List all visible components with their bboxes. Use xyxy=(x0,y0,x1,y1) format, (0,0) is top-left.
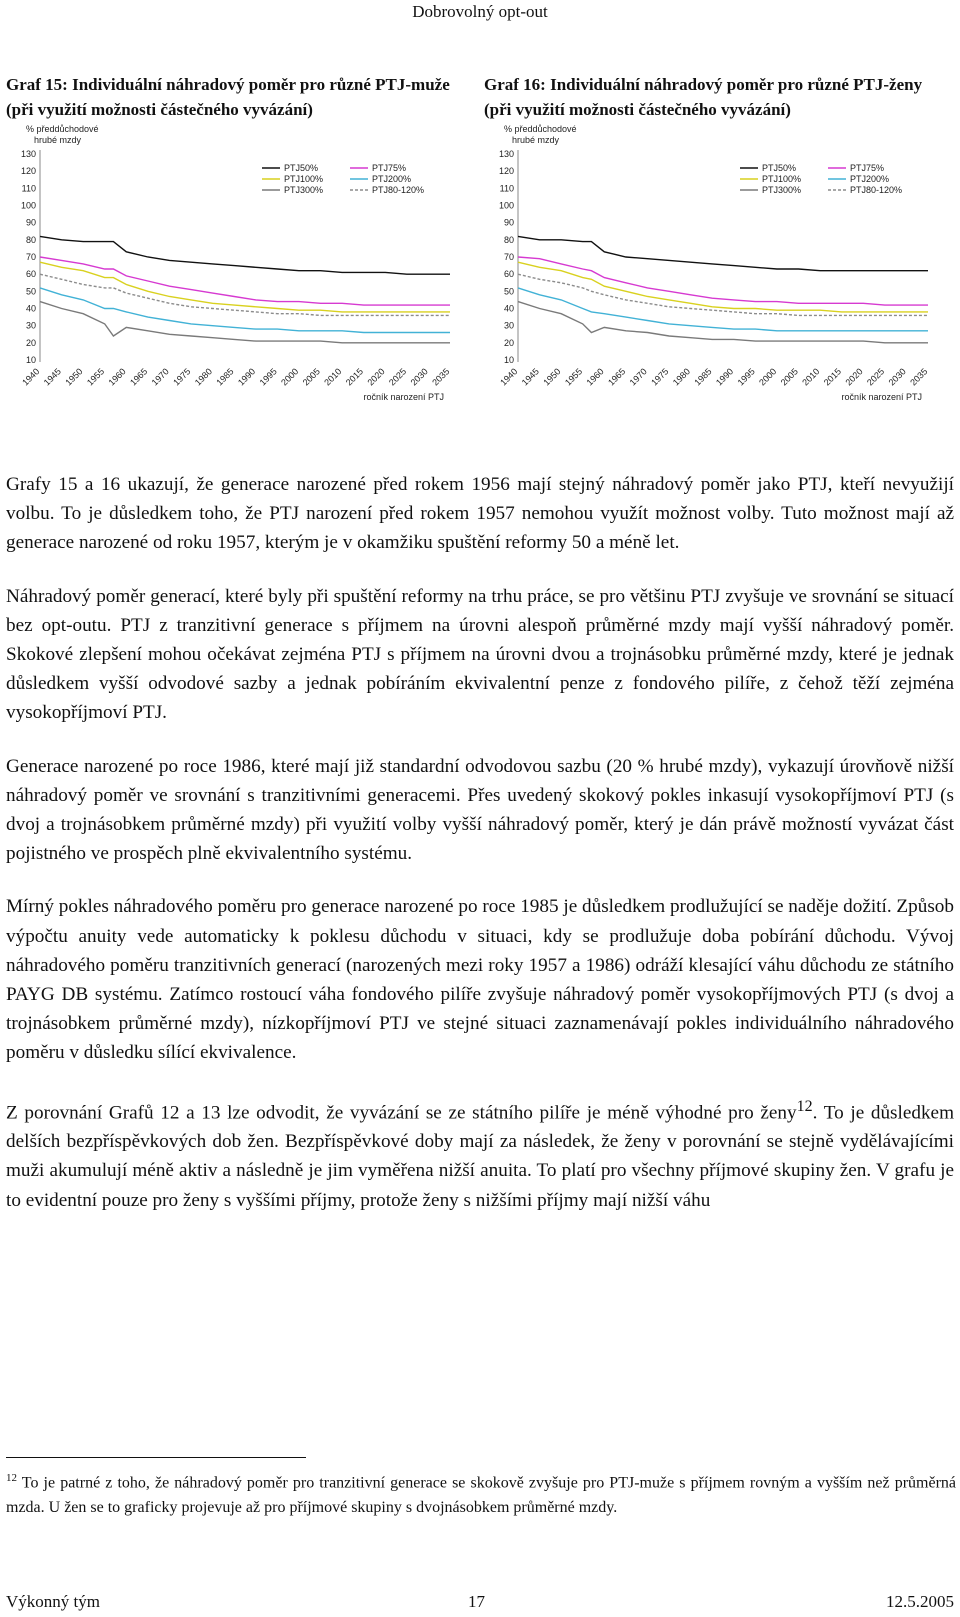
x-tick-label: 1975 xyxy=(171,366,193,388)
x-tick-label: 1945 xyxy=(41,366,63,388)
x-tick-label: 2025 xyxy=(387,366,409,388)
x-tick-label: 2030 xyxy=(886,366,908,388)
figure-16-title: Graf 16: Individuální náhradový poměr pro různé PTJ-ženy (při využití možnosti částečného vyvázání) xyxy=(484,75,923,119)
x-tick-label: 1965 xyxy=(606,366,628,388)
chart-15 xyxy=(0,122,460,412)
x-tick-label: 1945 xyxy=(519,366,541,388)
y-tick-label: 110 xyxy=(499,183,514,194)
paragraph-2: Náhradový poměr generací, které byly při spuštění reformy na trhu práce, se pro většinu PTJ zvyšuje ve srovnání se situací bez opt-outu. PTJ z tranzitivní generace s příjmem na úrovni alespoň průměrné mzdy mají vyšší náhradový poměr. Skokové zlepšení mohou očekávat zejména PTJ s příjmem na úrovni dvou a trojnásobku průměrné mzdy, které je jednak důsledkem vyšší odvodové sazby a jednak pobíráním ekvivalentní penze z fondového pilíře, z čehož těží zejména vysokopříjmoví PTJ. xyxy=(6,585,954,724)
legend-label: PTJ200% xyxy=(372,174,412,184)
x-tick-label: 2020 xyxy=(843,366,865,388)
x-tick-label: 1970 xyxy=(627,366,649,388)
paragraph-3: Generace narozené po roce 1986, které mají již standardní odvodovou sazbu (20 % hrubé mzdy), vykazují úrovňově nižší náhradový poměr ve srovnání s tranzitivními generacemi. Přes uvedený skokový pokles inkasují vysokopříjmoví PTJ (s dvoj a trojnásobkem průměrné mzdy) při využití volby vyšší náhradový poměr, který je dán právě možností vyvázat část pojistného ve prospěch plně ekvivalentního systému. xyxy=(6,755,954,865)
figure-15-title: Graf 15: Individuální náhradový poměr pro různé PTJ-muže (při využití možnosti částečného vyvázání) xyxy=(6,75,450,119)
footnote xyxy=(6,1466,956,1520)
x-tick-label: 1995 xyxy=(257,366,279,388)
y-tick-label: 10 xyxy=(25,355,36,365)
footnote-divider xyxy=(6,1457,306,1458)
y-tick-label: 70 xyxy=(503,252,514,262)
x-axis-label: ročník narození PTJ xyxy=(841,392,922,402)
x-tick-label: 1985 xyxy=(692,366,714,388)
legend-label: PTJ100% xyxy=(284,174,324,184)
y-tick-label: 110 xyxy=(21,183,36,194)
y-tick-label: 50 xyxy=(25,286,36,297)
y-tick-label: 100 xyxy=(498,200,514,211)
page-number: 17 xyxy=(468,1592,485,1611)
page-header: Dobrovolný opt-out xyxy=(412,2,548,21)
x-tick-label: 1970 xyxy=(149,366,171,388)
x-tick-label: 2010 xyxy=(322,366,344,388)
x-tick-label: 1980 xyxy=(670,366,693,388)
legend-label: PTJ100% xyxy=(762,174,802,184)
x-tick-label: 1955 xyxy=(562,366,585,388)
x-tick-label: 2015 xyxy=(821,366,844,388)
x-tick-label: 1990 xyxy=(235,366,258,388)
x-tick-label: 1990 xyxy=(713,366,736,388)
y-axis-label: % předdůchodové xyxy=(26,124,99,134)
legend-label: PTJ75% xyxy=(850,163,885,173)
y-tick-label: 40 xyxy=(503,303,514,314)
x-tick-label: 1950 xyxy=(63,366,85,388)
y-tick-label: 90 xyxy=(503,217,514,228)
figure-15 xyxy=(0,72,460,412)
x-tick-label: 2030 xyxy=(408,366,430,388)
legend-label: PTJ200% xyxy=(850,174,890,184)
x-tick-label: 1960 xyxy=(584,366,606,388)
y-tick-label: 10 xyxy=(503,355,514,365)
x-tick-label: 1940 xyxy=(20,366,42,388)
paragraph-5-text: Z porovnání Grafů 12 a 13 lze odvodit, že vyvázání se ze státního pilíře je méně výhodné pro ženy xyxy=(6,1102,797,1124)
y-tick-label: 70 xyxy=(25,252,36,262)
figure-16 xyxy=(478,72,938,412)
paragraph-1: Grafy 15 a 16 ukazují, že generace narozené před rokem 1956 mají stejný náhradový poměr jako PTJ, kteří nevyužijí volbu. To je důsledkem toho, že PTJ narození před rokem 1957 nemohou využít možnost volby. Tuto možnost mají až generace narozené od roku 1957, kterým je v okamžiku spuštění reformy 50 a méně let. xyxy=(6,474,954,554)
legend-label: PTJ50% xyxy=(284,163,319,173)
y-tick-label: 80 xyxy=(25,234,36,245)
x-axis-label: ročník narození PTJ xyxy=(363,392,444,402)
series-line-5 xyxy=(518,274,928,315)
x-tick-label: 2025 xyxy=(865,366,887,388)
x-tick-label: 2020 xyxy=(365,366,387,388)
paragraph-4: Mírný pokles náhradového poměru pro generace narozené po roce 1985 je důsledkem prodlužující se naděje dožití. Způsob výpočtu anuity vede automaticky k poklesu důchodu v situaci, kdy se prodlužuje doba pobírání důchodu. Vývoj náhradového poměru tranzitivních generací (narozených mezi roky 1957 a 1986) odráží klesající váhu důchodu ze státního PAYG DB systému. Zatímco rostoucí váha fondového pilíře zvyšuje náhradový poměr vysokopříjmových PTJ (s dvoj a trojnásobkem průměrné mzdy), nízkopříjmoví PTJ ve stejné situaci zaznamenávají pokles individuálního náhradového poměru v důsledku sílící ekvivalence. xyxy=(6,896,954,1064)
y-tick-label: 30 xyxy=(25,320,36,331)
x-tick-label: 1950 xyxy=(541,366,563,388)
x-tick-label: 2035 xyxy=(430,366,452,388)
legend-label: PTJ300% xyxy=(762,185,802,195)
x-tick-label: 2035 xyxy=(908,366,930,388)
x-tick-label: 2015 xyxy=(343,366,366,388)
y-tick-label: 60 xyxy=(503,269,514,280)
chart-16 xyxy=(478,122,938,412)
x-tick-label: 2005 xyxy=(300,366,322,388)
footer-left: Výkonný tým xyxy=(6,1592,100,1611)
x-tick-label: 2000 xyxy=(757,366,779,388)
x-tick-label: 1955 xyxy=(84,366,107,388)
series-line-0 xyxy=(518,236,928,270)
x-tick-label: 1995 xyxy=(735,366,757,388)
x-tick-label: 2010 xyxy=(800,366,822,388)
y-tick-label: 30 xyxy=(503,320,514,331)
series-line-3 xyxy=(518,288,928,331)
x-tick-label: 1965 xyxy=(128,366,150,388)
legend-label: PTJ300% xyxy=(284,185,324,195)
y-axis-label-line2: hrubé mzdy xyxy=(34,135,82,145)
y-tick-label: 130 xyxy=(498,149,514,159)
x-tick-label: 1960 xyxy=(106,366,128,388)
footnote-number: 12 xyxy=(6,1472,17,1484)
paragraph-5 xyxy=(6,1092,954,1215)
series-line-5 xyxy=(40,274,450,315)
y-tick-label: 20 xyxy=(25,337,36,348)
x-tick-label: 1940 xyxy=(498,366,520,388)
footnote-ref[interactable]: 12 xyxy=(796,1097,813,1115)
x-tick-label: 1985 xyxy=(214,366,236,388)
y-tick-label: 20 xyxy=(503,337,514,348)
x-tick-label: 2005 xyxy=(778,366,800,388)
footer-date: 12.5.2005 xyxy=(886,1592,954,1611)
x-tick-label: 1975 xyxy=(649,366,671,388)
y-tick-label: 50 xyxy=(503,286,514,297)
y-tick-label: 120 xyxy=(498,166,514,177)
paragraph-5-text-cont: . To je důsledkem delších bezpříspěvkových dob žen. Bezpříspěvkové doby mají za následek, že ženy v porovnání se stejně vydělávajícími muži akumulují méně aktiv a následně je jim vyměřena nižší anuita. To platí pro všechny příjmové skupiny žen. V grafu je to evidentní pouze pro ženy s vyššími příjmy, protože ženy s nižšími příjmy mají nižší váhu xyxy=(6,1102,954,1211)
y-tick-label: 130 xyxy=(20,149,36,159)
legend-label: PTJ75% xyxy=(372,163,407,173)
x-tick-label: 1980 xyxy=(192,366,215,388)
y-axis-label-line2: hrubé mzdy xyxy=(512,135,560,145)
y-tick-label: 100 xyxy=(20,200,36,211)
y-tick-label: 80 xyxy=(503,234,514,245)
legend-label: PTJ80-120% xyxy=(372,185,425,195)
y-tick-label: 40 xyxy=(25,303,36,314)
y-axis-label: % předdůchodové xyxy=(504,124,577,134)
y-tick-label: 90 xyxy=(25,217,36,228)
footnote-text: To je patrné z toho, že náhradový poměr pro tranzitivní generace se skokově zvyšuje pro PTJ-muže s příjmem rovným a vyšším než průměrná mzda. U žen se to graficky projevuje až pro příjmové skupiny s dvojnásobkem průměrné mzdy. xyxy=(6,1474,956,1517)
y-tick-label: 60 xyxy=(25,269,36,280)
legend-label: PTJ80-120% xyxy=(850,185,903,195)
body-text xyxy=(6,470,954,1239)
series-line-1 xyxy=(40,257,450,305)
y-tick-label: 120 xyxy=(20,166,36,177)
x-tick-label: 2000 xyxy=(279,366,301,388)
legend-label: PTJ50% xyxy=(762,163,797,173)
series-line-3 xyxy=(40,288,450,333)
